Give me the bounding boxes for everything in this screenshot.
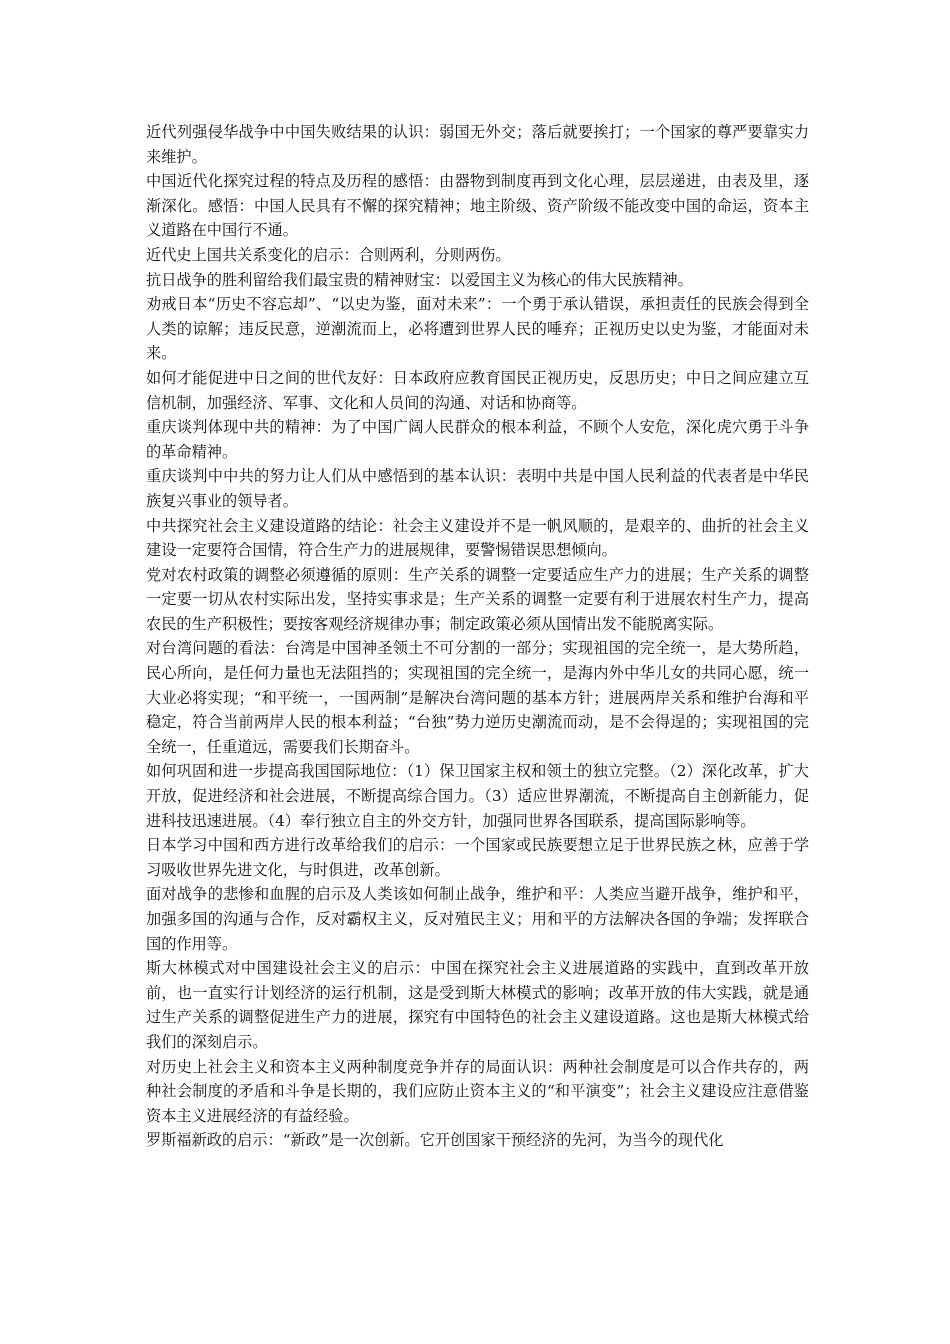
paragraph-5: 劝戒日本“历史不容忘却”、“以史为鉴，面对未来”：一个勇于承认错误，承担责任的民族会得到全人类的谅解；违反民意，逆潮流而上，必将遭到世界人民的唾弃；正视历史以史为鉴，才能面对未来。 — [146, 295, 809, 363]
paragraph-3: 近代史上国共关系变化的启示：合则两利，分则两伤。 — [146, 245, 511, 264]
paragraph-2: 中国近代化探究过程的特点及历程的感悟：由器物到制度再到文化心理，层层递进，由表及里，逐渐深化。感悟：中国人民具有不懈的探究精神；地主阶级、资产阶级不能改变中国的命运，资本主义道路在中国行不通。 — [146, 172, 809, 240]
paragraph-12: 如何巩固和进一步提高我国国际地位：（1）保卫国家主权和领土的独立完整。（2）深化改革，扩大开放，促进经济和社会进展，不断提高综合国力。（3）适应世界潮流，不断提高自主创新能力，促进科技迅速进展。（4）奉行独立自主的外交方针，加强同世界各国联系，提高国际影响等。 — [146, 762, 809, 830]
paragraph-15: 斯大林模式对中国建设社会主义的启示：中国在探究社会主义进展道路的实践中，直到改革开放前，也一直实行计划经济的运行机制，这是受到斯大林模式的影响；改革开放的伟大实践，就是通过生产关系的调整促进生产力的进展，探究有中国特色的社会主义建设道路。这也是斯大林模式给我们的深刻启示。 — [146, 959, 809, 1051]
paragraph-1: 近代列强侵华战争中中国失败结果的认识：弱国无外交；落后就要挨打；一个国家的尊严要靠实力来维护。 — [146, 123, 809, 166]
paragraph-6: 如何才能促进中日之间的世代友好：日本政府应教育国民正视历史，反思历史；中日之间应建立互信机制，加强经济、军事、文化和人员间的沟通、对话和协商等。 — [146, 368, 809, 412]
paragraph-10: 党对农村政策的调整必须遵循的原则：生产关系的调整一定要适应生产力的进展；生产关系的调整一定要一切从农村实际出发，坚持实事求是；生产关系的调整一定要有利于进展农村生产力，提高农民的生产积极性；要按客观经济规律办事；制定政策必须从国情出发不能脱离实际。 — [146, 565, 809, 633]
paragraph-8: 重庆谈判中中共的努力让人们从中感悟到的基本认识：表明中共是中国人民利益的代表者是中华民族复兴事业的领导者。 — [146, 467, 809, 510]
paragraph-9: 中共探究社会主义建设道路的结论：社会主义建设并不是一帆风顺的，是艰辛的、曲折的社会主义建设一定要符合国情，符合生产力的进展规律，要警惕错误思想倾向。 — [146, 516, 809, 560]
paragraph-11: 对台湾问题的看法：台湾是中国神圣领土不可分割的一部分；实现祖国的完全统一，是大势所趋，民心所向，是任何力量也无法阻挡的；实现祖国的完全统一，是海内外中华儿女的共同心愿，统一大业必将实现；“和平统一，一国两制”是解决台湾问题的基本方针；进展两岸关系和维护台海和平稳定，符合当前两岸人民的根本利益；“台独”势力逆历史潮流而动，是不会得逞的；实现祖国的完全统一，任重道远，需要我们长期奋斗。 — [146, 639, 809, 756]
document-body — [146, 120, 809, 1153]
paragraph-7: 重庆谈判体现中共的精神：为了中国广阔人民群众的根本利益，不顾个人安危，深化虎穴勇于斗争的革命精神。 — [146, 418, 809, 461]
paragraph-13: 日本学习中国和西方进行改革给我们的启示：一个国家或民族要想立足于世界民族之林，应善于学习吸收世界先进文化，与时俱进，改革创新。 — [146, 836, 809, 879]
paragraph-14: 面对战争的悲惨和血腥的启示及人类该如何制止战争，维护和平：人类应当避开战争，维护和平，加强多国的沟通与合作，反对霸权主义，反对殖民主义；用和平的方法解决各国的争端；发挥联合国的作用等。 — [146, 885, 809, 953]
paragraph-17: 罗斯福新政的启示：“新政”是一次创新。它开创国家干预经济的先河，为当今的现代化 — [146, 1131, 724, 1150]
paragraph-4: 抗日战争的胜利留给我们最宝贵的精神财宝：以爱国主义为核心的伟大民族精神。 — [146, 270, 693, 289]
paragraph-16: 对历史上社会主义和资本主义两种制度竞争并存的局面认识：两种社会制度是可以合作共存的，两种社会制度的矛盾和斗争是长期的，我们应防止资本主义的“和平演变”；社会主义建设应注意借鉴资本主义进展经济的有益经验。 — [146, 1057, 809, 1125]
